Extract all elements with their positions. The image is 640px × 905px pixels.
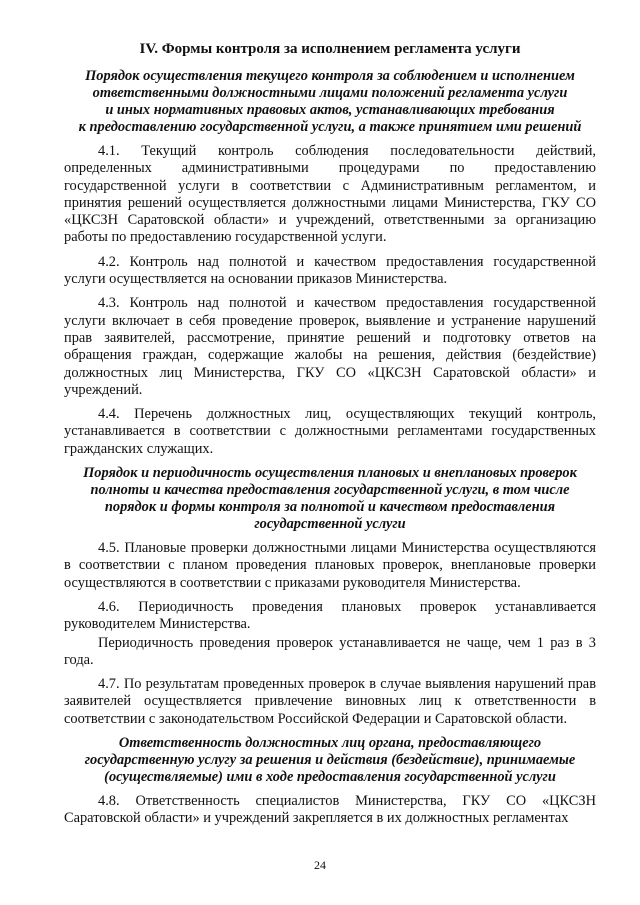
paragraph-4-3: 4.3. Контроль над полнотой и качеством предоставления государственной услуги включает в себя проведение проверок, выявление и устранение нарушений прав заявителей, рассмотрение, принятие решений и подготовку ответов на обращения граждан, содержащие жалобы на решения, действия (бездействие) должностных лиц Министерства, ГКУ СО «ЦКСЗН Саратовской области» и учреждений. (64, 295, 596, 398)
paragraph-4-7: 4.7. По результатам проведенных проверок в случае выявления нарушений прав заявителей осуществляется привлечение виновных лиц к ответственности в соответствии с законодательством Российской Федерации и Саратовской области. (64, 676, 596, 727)
subsection-heading-current-control (64, 68, 596, 136)
subsection-heading-line: полноты и качества предоставления государственной услуги, в том числе (90, 482, 570, 499)
subsection-heading-line: и иных нормативных правовых актов, устанавливающих требования (105, 102, 555, 118)
subsection-heading-line: ответственными должностными лицами положений регламента услуги (92, 85, 568, 101)
paragraph-4-2: 4.2. Контроль над полнотой и качеством предоставления государственной услуги осуществляется на основании приказов Министерства. (64, 253, 596, 288)
subsection-heading-line: (осуществляемые) ими в ходе предоставления государственной услуги (104, 769, 556, 786)
subsection-heading-line: государственной услуги (254, 516, 406, 533)
paragraph-4-1: 4.1. Текущий контроль соблюдения последовательности действий, определенных административными процедурами по предоставлению государственной услуги в соответствии с Административным регламентом, и принятия решений осуществляется должностными лицами Министерства, ГКУ СО «ЦКСЗН Саратовской области» и учреждений, ответственными за организацию работы по предоставлению государственной услуги. (64, 143, 596, 246)
subsection-heading-line: порядок и формы контроля за полнотой и качеством предоставления (104, 499, 556, 516)
subsection-heading-line: к предоставлению государственной услуги, а также принятием ими решений (78, 119, 582, 135)
subsection-heading-line: Ответственность должностных лиц органа, предоставляющего (118, 735, 542, 752)
paragraph-4-4: 4.4. Перечень должностных лиц, осуществляющих текущий контроль, устанавливается в соответствии с должностными регламентами государственных гражданских служащих. (64, 406, 596, 457)
subsection-heading-line: Порядок осуществления текущего контроля за соблюдением и исполнением (85, 68, 575, 84)
section-title: IV. Формы контроля за исполнением регламента услуги (139, 41, 521, 57)
subsection-heading-line: Порядок и периодичность осуществления плановых и внеплановых проверок (83, 465, 577, 482)
page-number: 24 (314, 858, 326, 872)
subsection-heading-line: государственную услугу за решения и действия (бездействие), принимаемые (84, 752, 576, 769)
paragraph-4-5: 4.5. Плановые проверки должностными лицами Министерства осуществляются в соответствии с планом проведения плановых проверок, внеплановые проверки осуществляются в соответствии с приказами руководителя Министерства. (64, 540, 596, 591)
subsection-heading-inspections (64, 465, 596, 533)
paragraph-4-8: 4.8. Ответственность специалистов Министерства, ГКУ СО «ЦКСЗН Саратовской области» и учреждений закрепляется в их должностных регламентах (64, 793, 596, 827)
paragraph-4-6: 4.6. Периодичность проведения плановых проверок устанавливается руководителем Министерства. (64, 598, 596, 633)
subsection-heading-responsibility (64, 735, 596, 786)
paragraph-4-6-continued: Периодичность проведения проверок устанавливается не чаще, чем 1 раз в 3 года. (64, 634, 596, 668)
